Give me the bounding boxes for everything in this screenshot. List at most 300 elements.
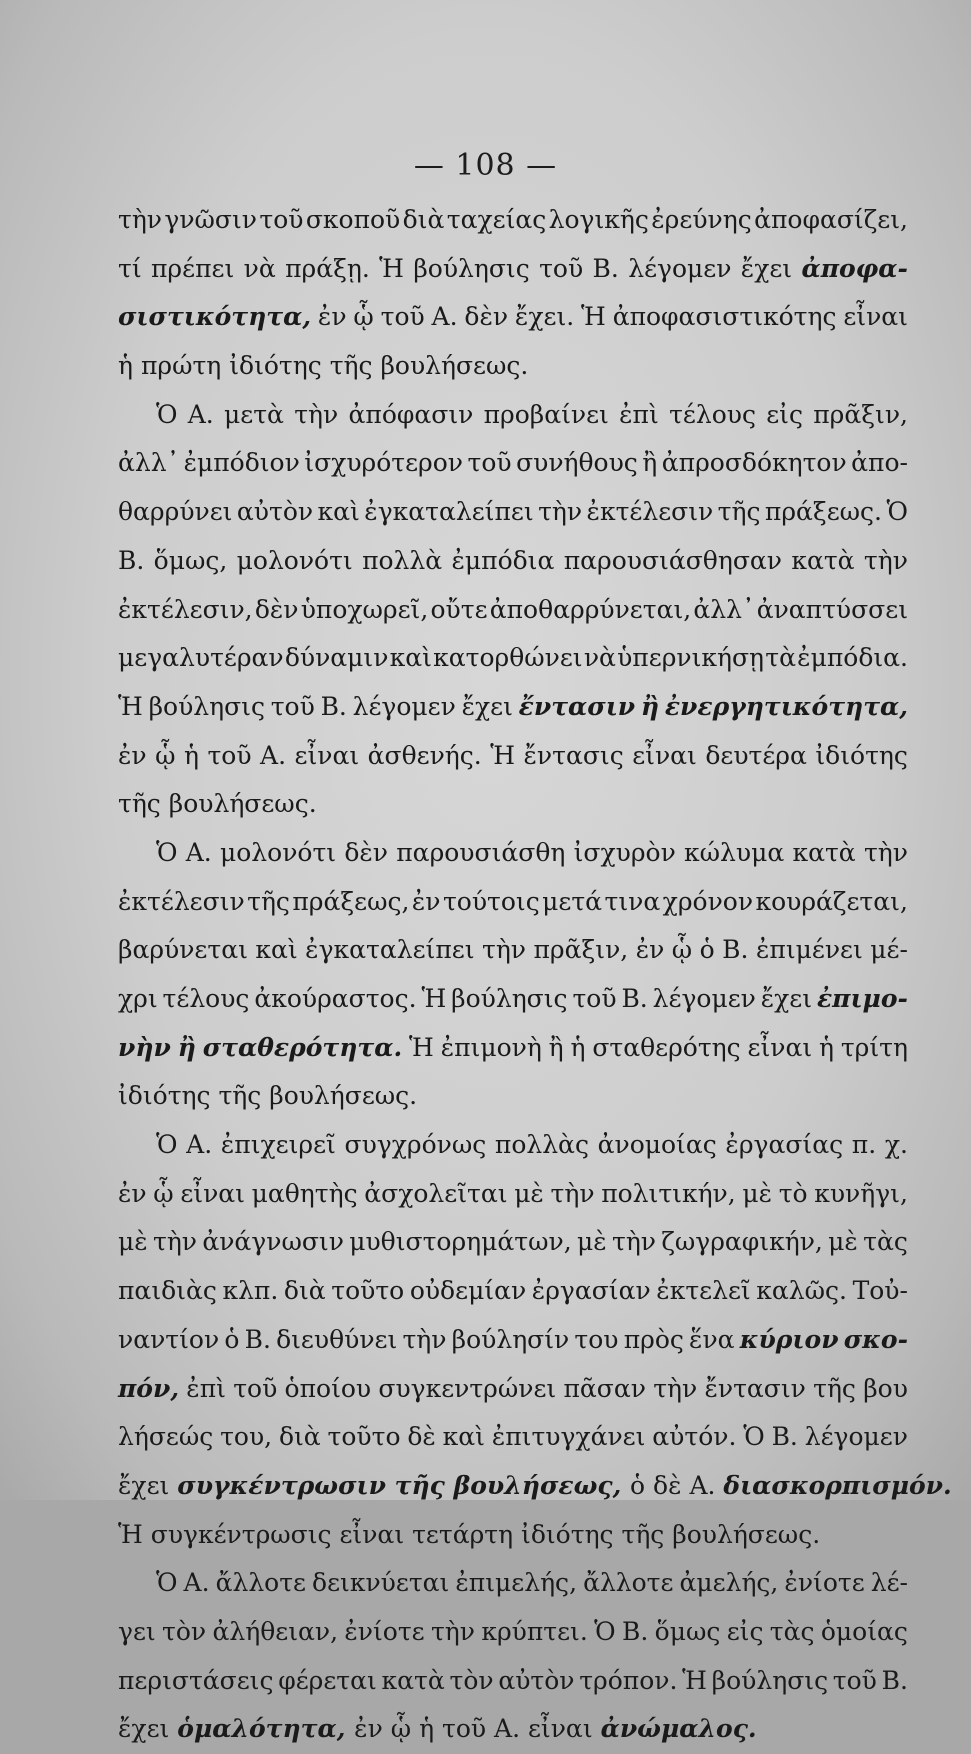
word: ᾧ [671, 935, 693, 965]
word: τὴν [402, 1324, 447, 1354]
word: τῆς [621, 1519, 673, 1549]
word: βαρύνεται [118, 935, 248, 965]
word: δὲν [344, 837, 388, 867]
word: ἡ [570, 1032, 586, 1062]
word: ἐπὶ [619, 399, 659, 429]
text-line [118, 245, 908, 294]
word: Α. [431, 302, 458, 332]
word: τὸ [778, 1178, 808, 1208]
word: ἐν [635, 935, 665, 965]
word: εἶναι [527, 1714, 601, 1744]
word: ἐμπόδια [451, 545, 555, 575]
word: Α. [185, 837, 212, 867]
word: τῆς [218, 1081, 270, 1111]
word: πράξεως. [764, 497, 882, 527]
word: ὅμως [654, 1616, 721, 1646]
word: τῆς [247, 886, 290, 916]
word: τὴν [538, 497, 583, 527]
word: ἐκτελεῖ [656, 1276, 751, 1306]
text-line [118, 829, 908, 878]
word: ἀλλ᾽ [693, 594, 755, 624]
word: τοῦ [832, 1665, 877, 1695]
word: ἔχει [118, 1714, 178, 1744]
word: ἔχει [760, 984, 813, 1013]
word: ταχείας [446, 205, 547, 234]
word: πράξεως, [292, 886, 410, 916]
word: τὴν [482, 935, 527, 965]
word: βουλήσεως. [168, 789, 317, 819]
text-line [118, 1267, 908, 1316]
word: μαθητὴς [251, 1178, 358, 1208]
word: περιστάσεις [118, 1665, 274, 1695]
word: ὁμοίας [820, 1616, 908, 1646]
word: τινα [604, 886, 661, 916]
word: πολλὰς [494, 1130, 589, 1160]
word: Β. [621, 984, 648, 1013]
word: ἰσχυρότερον [304, 448, 463, 478]
word: λέγομεν [652, 984, 756, 1013]
word: ἡ [118, 351, 141, 381]
word: γνῶσιν [164, 205, 257, 234]
word: ἡ [818, 1032, 834, 1062]
word: βου [863, 1373, 908, 1403]
word: οὔτε [430, 594, 488, 624]
word: λογικῆς [548, 205, 649, 234]
text-line [118, 975, 908, 1024]
word: Β. [722, 935, 749, 965]
text-line [118, 926, 908, 975]
word: ἡ [183, 740, 199, 770]
word: Β. [881, 1665, 908, 1695]
word: εἶναι [339, 1519, 413, 1549]
text-line [118, 878, 908, 927]
word: εἰς [726, 1616, 764, 1646]
word: π. [851, 1130, 877, 1160]
word: αὐτόν. [652, 1422, 737, 1452]
word: ὁμαλότητα, [177, 1714, 355, 1744]
word: ἔντασιν [518, 691, 636, 721]
word: ἰδιότης [521, 1519, 622, 1549]
word: ὑποχωρεῖ, [300, 594, 429, 624]
word: ἐγκαταλείπει [305, 935, 475, 965]
word: τὴν [153, 1227, 198, 1257]
word: ἐν [118, 1178, 147, 1208]
word: τὴν [653, 1373, 698, 1403]
word: πᾶσαν [563, 1373, 646, 1403]
word: Β. [118, 545, 145, 575]
word: Ἡ [490, 740, 516, 770]
word: πρὸς [623, 1324, 684, 1354]
word: διὰ [278, 1422, 321, 1452]
text-line [118, 439, 908, 488]
word: ἔχει [461, 691, 513, 721]
word: ἡ [419, 1714, 442, 1744]
word: μολονότι [220, 837, 337, 867]
word: λέ- [870, 1568, 908, 1598]
word: ἐργασίαν [531, 1276, 651, 1306]
word: ὁ [224, 1324, 240, 1354]
word: ἐν [317, 302, 347, 332]
word: ἀπόφασιν [348, 399, 474, 429]
word: τῆς [329, 351, 381, 381]
word: μετὰ [224, 399, 284, 429]
word: ἐκτέλεσιν [586, 497, 714, 527]
word: ἐπιμονὴ [440, 1032, 542, 1062]
word: τὴν [611, 1227, 656, 1257]
word: Ἡ [379, 253, 404, 283]
word: μὲ [514, 1178, 544, 1208]
word: τοῦ [539, 253, 584, 283]
word: τῆς [394, 1470, 454, 1500]
word: Α. [187, 399, 214, 429]
word: ἀποφασιστικότης [612, 302, 837, 332]
text-line [118, 1024, 908, 1073]
word: πόν, [118, 1373, 180, 1403]
word: ἀσθενής. [367, 740, 482, 770]
word: ἢ [177, 1032, 196, 1062]
word: βουλήσεως, [453, 1470, 631, 1500]
word: βουλήσεως. [269, 1081, 418, 1111]
word: Ἡ [118, 691, 143, 721]
word: θαρρύνει [118, 497, 233, 527]
word: εἰς [766, 399, 803, 429]
word: Α. [689, 1470, 724, 1500]
word: ἀποφασίζει, [754, 205, 908, 234]
word: τετάρτη [412, 1519, 522, 1549]
text-line [118, 1559, 908, 1608]
word: τοῦ [270, 691, 315, 721]
word: ἀμελής, [679, 1568, 779, 1598]
word: σκοποῦ [305, 205, 401, 234]
word: ἀλλ᾽ [118, 448, 180, 478]
word: Ὁ [156, 1568, 178, 1598]
word: τὴν [118, 205, 163, 234]
word: ἐμπόδιον [183, 448, 300, 478]
word: καλῶς. [756, 1276, 847, 1306]
word: Α. [183, 1568, 210, 1598]
word: σταθερότητα. [202, 1032, 403, 1062]
word: ἀποθαρρύνεται, [489, 594, 692, 624]
text-line [118, 391, 908, 440]
word: συγχρόνως [344, 1130, 487, 1160]
word: ᾧ [353, 302, 374, 332]
text-line [118, 1608, 908, 1657]
word: Ὁ [156, 837, 178, 867]
word: ἐπιμένει [755, 935, 863, 965]
word: εἶναι [747, 1032, 813, 1062]
word: ἢ [640, 691, 660, 721]
word: ὁ [699, 935, 715, 965]
word: βουλήσεως. [672, 1519, 821, 1549]
word: Β. [592, 253, 619, 283]
word: ἐργασίας [725, 1130, 844, 1160]
word: τῆς [118, 789, 169, 819]
word: Ὁ [156, 1130, 178, 1160]
word: ἐπιμελής, [455, 1568, 578, 1598]
word: πρώτη [140, 351, 230, 381]
word: τοῦ [233, 1373, 278, 1403]
word: σκο- [843, 1324, 908, 1354]
word: ζωγραφικήν, [661, 1227, 823, 1257]
word: νὰ [583, 643, 616, 673]
word: διευθύνει [276, 1324, 398, 1354]
word: τὸν [449, 1665, 494, 1695]
text-line [118, 586, 908, 635]
word: ἐπιχειρεῖ [220, 1130, 336, 1160]
word: ἀνομοίας [597, 1130, 717, 1160]
word: τούτοις [442, 886, 540, 916]
word: εἶναι [632, 740, 697, 770]
word: τοῦ [572, 984, 617, 1013]
word: μυθιστορημάτων, [349, 1227, 572, 1257]
word: χ. [884, 1130, 908, 1160]
word: κατὰ [792, 837, 856, 867]
word: συγκέντρωσις [150, 1519, 340, 1549]
word: μὲ [118, 1227, 148, 1257]
word: τὴν [550, 1178, 595, 1208]
word: τοῦ [207, 740, 252, 770]
word: συγκέντρωσιν [177, 1470, 395, 1500]
word: ἐνίοτε [784, 1568, 865, 1598]
word: Ὁ [594, 1616, 616, 1646]
word: ἰσχυρὸν [573, 837, 676, 867]
word: Β. [320, 691, 347, 721]
word: παιδιὰς [118, 1276, 217, 1306]
word: λέγομεν [628, 253, 732, 283]
word: ἀλήθειαν, [212, 1616, 339, 1646]
text-line [118, 1316, 908, 1365]
word: τὴν [430, 1616, 475, 1646]
text-line [118, 1705, 908, 1754]
word: Ἡ [421, 984, 447, 1013]
word: τὸν [162, 1616, 207, 1646]
word: τῆς [717, 497, 761, 527]
word: ἀκούραστος. [254, 984, 417, 1013]
word: δύναμιν [284, 643, 389, 673]
word: ἕνα [689, 1324, 735, 1354]
word: Ἡ [118, 1519, 151, 1549]
word: ἐν [411, 886, 441, 916]
word: βούλησίν [451, 1324, 570, 1354]
word: δεικνύεται [312, 1568, 450, 1598]
word: κατορθώνει [433, 643, 583, 673]
word: ἐπιμο- [816, 984, 908, 1013]
word: καὶ [255, 935, 298, 965]
word: ἔχει [118, 1470, 178, 1500]
text-line [118, 342, 908, 391]
word: ἰδιότης [118, 1081, 219, 1111]
word: λέγομεν [804, 1422, 908, 1452]
word: χρόνον [662, 886, 754, 916]
word: Ἡ [581, 302, 606, 332]
word: τρίτη [840, 1032, 908, 1062]
word: αὐτὸν [498, 1665, 575, 1695]
word: τέλους [162, 984, 250, 1013]
word: ἔντασις [523, 740, 624, 770]
word: γει [118, 1616, 156, 1646]
text-line [118, 780, 908, 829]
word: πρᾶξιν, [813, 399, 908, 429]
word: τοῦτο [327, 1422, 401, 1452]
word: τέλους [669, 399, 756, 429]
word: εἶναι [843, 302, 908, 332]
word: ἀπροσδόκητον [661, 448, 847, 478]
word: ἄλλοτε [583, 1568, 674, 1598]
word: Β. [244, 1324, 271, 1354]
word: τὰ [765, 643, 796, 673]
word: ἐνίοτε [344, 1616, 425, 1646]
text-line [118, 196, 908, 245]
text-line [118, 683, 908, 732]
word: ᾧ [155, 740, 176, 770]
word: οὐδεμίαν [409, 1276, 527, 1306]
word: λήσεώς [118, 1422, 214, 1452]
word: μετά [542, 886, 603, 916]
body-text [118, 196, 952, 1754]
word: Ἡ [409, 1032, 434, 1062]
word: ἐκτέλεσιν, [118, 594, 253, 624]
word: του [574, 1324, 619, 1354]
text-line [118, 1170, 908, 1219]
word: πολλὰ [362, 545, 443, 575]
word: ἔχει. [514, 302, 575, 332]
word: ἐν [354, 1714, 391, 1744]
word: τὴν [863, 545, 908, 575]
word: νὰ [243, 253, 276, 283]
word: τῆς [813, 1373, 856, 1403]
word: ἐπιτυγχάνει [491, 1422, 646, 1452]
word: του, [220, 1422, 273, 1452]
word: διασκορπισμόν. [723, 1470, 952, 1500]
text-line [118, 1462, 952, 1511]
word: συνήθους [516, 448, 638, 478]
word: τοῦτο [331, 1276, 405, 1306]
word: καὶ [442, 1422, 485, 1452]
word: μὲ [828, 1227, 858, 1257]
word: κώλυμα [684, 837, 785, 867]
word: εἶναι [294, 740, 360, 770]
word: ἢ [642, 448, 658, 478]
word: λέγομεν [352, 691, 456, 721]
text-line [118, 1413, 908, 1462]
word: ὁ [630, 1470, 654, 1500]
word: διὰ [283, 1276, 326, 1306]
word: αὐτὸν [236, 497, 314, 527]
word: ᾧ [153, 1178, 174, 1208]
word: ἰδιότης [229, 351, 330, 381]
word: ὁποίου [284, 1373, 372, 1403]
word: δὲν [254, 594, 299, 624]
word: ἐρεύνης [651, 205, 752, 234]
word: ἀναπτύσσει [756, 594, 908, 624]
word: ἀποφα- [801, 253, 908, 283]
word: μολονότι [236, 545, 353, 575]
word: σιστικότητα, [118, 302, 312, 332]
word: τί [118, 253, 142, 283]
word: τὴν [863, 837, 908, 867]
word: ἢ [548, 1032, 564, 1062]
word: Ὁ [156, 399, 178, 429]
word: μεγαλυτέραν [118, 643, 284, 673]
word: εἶναι [180, 1178, 245, 1208]
word: καὶ [317, 497, 360, 527]
word: βούλησις [711, 1665, 829, 1695]
word: βούλησις [451, 984, 568, 1013]
word: ἐπὶ [186, 1373, 226, 1403]
word: ἀνάγνωσιν [202, 1227, 344, 1257]
word: κλπ. [222, 1276, 279, 1306]
word: ἔντασιν [704, 1373, 806, 1403]
word: ἐνεργητικότητα, [664, 691, 908, 721]
word: πρέπει [151, 253, 235, 283]
word: Ἡ [682, 1665, 707, 1695]
word: Α. [494, 1714, 528, 1744]
text-line [118, 1511, 908, 1560]
word: Ὁ [743, 1422, 765, 1452]
word: ἐκτέλεσιν [118, 886, 245, 916]
word: δὲ [653, 1470, 690, 1500]
word: προβαίνει [483, 399, 609, 429]
word: τὰς [769, 1616, 815, 1646]
word: πολιτικήν, [601, 1178, 736, 1208]
word: σταθερότης [592, 1032, 741, 1062]
word: νὴν [118, 1032, 171, 1062]
word: φέρεται [278, 1665, 377, 1695]
word: δὲ [407, 1422, 436, 1452]
word: Ὁ [886, 497, 908, 527]
word: ἰδιότης [815, 740, 908, 770]
text-line [118, 1121, 908, 1170]
word: κρύπτει. [481, 1616, 588, 1646]
word: τὰς [863, 1227, 908, 1257]
word: Τοὐ- [852, 1276, 908, 1306]
word: κατὰ [791, 545, 855, 575]
text-line [118, 1365, 908, 1414]
word: ἀνώμαλος. [600, 1714, 757, 1744]
word: ᾧ [390, 1714, 420, 1744]
text-line [118, 293, 908, 342]
word: τοῦ [259, 205, 304, 234]
word: τοῦ [380, 302, 425, 332]
word: μὲ [576, 1227, 607, 1257]
word: ἐν [118, 740, 147, 770]
word: διὰ [402, 205, 445, 234]
word: ὅμως, [153, 545, 228, 575]
text-line [118, 634, 908, 683]
word: βουλήσεως. [380, 351, 529, 381]
text-line [118, 537, 908, 586]
word: Α. [186, 1130, 213, 1160]
word: βούλησις [148, 691, 265, 721]
word: πράξῃ. [285, 253, 370, 283]
word: πρᾶξιν, [533, 935, 629, 965]
word: ὑπερνικήσῃ [617, 643, 765, 673]
word: χρι [118, 984, 158, 1013]
word: κύριον [739, 1324, 839, 1354]
word: κυνῆγι, [814, 1178, 908, 1208]
text-line [118, 488, 908, 537]
word: τοῦ [467, 448, 512, 478]
word: Α. [260, 740, 287, 770]
word: τοῦ [442, 1714, 495, 1744]
word: ἔχει [740, 253, 793, 283]
word: δὲν [464, 302, 509, 332]
word: τρόπον. [579, 1665, 678, 1695]
word: κουράζεται, [755, 886, 908, 916]
word: δευτέρα [705, 740, 807, 770]
word: μὲ [742, 1178, 773, 1208]
text-line [118, 1072, 908, 1121]
